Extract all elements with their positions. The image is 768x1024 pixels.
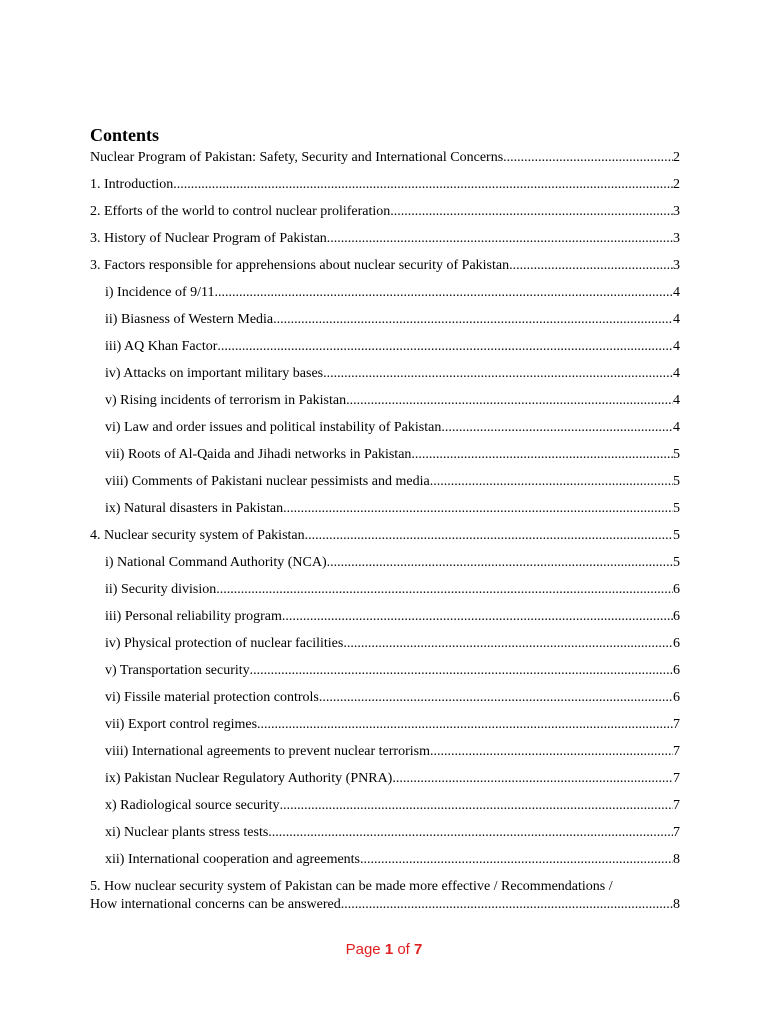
toc-entry[interactable] xyxy=(90,419,680,446)
toc-entry[interactable] xyxy=(90,365,680,392)
toc-entry-page-number: 6 xyxy=(673,690,680,705)
toc-entry[interactable] xyxy=(90,716,680,743)
toc-entry-text: v) Transportation security xyxy=(105,663,250,678)
toc-entry[interactable] xyxy=(90,338,680,365)
toc-entry-text: ix) Natural disasters in Pakistan xyxy=(105,501,284,516)
toc-entry-line xyxy=(90,896,680,914)
toc-entry[interactable] xyxy=(90,581,680,608)
dot-leader xyxy=(343,635,673,653)
toc-entry[interactable] xyxy=(90,230,680,257)
toc-entry[interactable] xyxy=(90,824,680,851)
toc-entry-text: vii) Export control regimes xyxy=(105,717,258,732)
toc-entry-text: ix) Pakistan Nuclear Regulatory Authority (PNRA) xyxy=(105,771,393,786)
dot-leader xyxy=(268,824,673,842)
page-indicator-prefix: Page xyxy=(345,941,381,958)
toc-entry-text: Nuclear Program of Pakistan: Safety, Security and International Concerns xyxy=(90,150,504,165)
toc-entry-line xyxy=(90,797,680,815)
toc-entry-line xyxy=(90,446,680,464)
toc-entry[interactable] xyxy=(90,203,680,230)
dot-leader xyxy=(441,419,673,437)
dot-leader xyxy=(217,338,673,356)
toc-entry-page-number: 5 xyxy=(673,447,680,462)
dot-leader xyxy=(280,797,673,815)
dot-leader xyxy=(257,716,673,734)
toc-entry[interactable] xyxy=(90,446,680,473)
dot-leader xyxy=(323,365,673,383)
dot-leader xyxy=(509,257,673,275)
toc-entry-line xyxy=(90,689,680,707)
toc-entry-text: iii) Personal reliability program xyxy=(105,609,282,624)
dot-leader xyxy=(273,311,673,329)
toc-entry-line xyxy=(90,770,680,788)
toc-entry-page-number: 8 xyxy=(673,852,680,867)
toc-entry[interactable] xyxy=(90,635,680,662)
toc-entry-text: iv) Attacks on important military bases xyxy=(105,366,324,381)
dot-leader xyxy=(215,284,674,302)
dot-leader xyxy=(305,527,673,545)
toc-entry-line xyxy=(90,554,680,572)
toc-entry-page-number: 4 xyxy=(673,312,680,327)
toc-entry-page-number: 4 xyxy=(673,339,680,354)
toc-entry-text: vi) Law and order issues and political instability of Pakistan xyxy=(105,420,442,435)
toc-list xyxy=(90,149,680,922)
dot-leader xyxy=(327,554,673,572)
toc-entry-line xyxy=(90,608,680,626)
toc-entry[interactable] xyxy=(90,149,680,176)
toc-entry[interactable] xyxy=(90,851,680,878)
toc-entry-line xyxy=(90,419,680,437)
toc-entry-page-number: 8 xyxy=(673,897,680,912)
toc-entry[interactable] xyxy=(90,743,680,770)
toc-entry-line xyxy=(90,743,680,761)
toc-entry-text: x) Radiological source security xyxy=(105,798,280,813)
toc-entry-page-number: 7 xyxy=(673,771,680,786)
toc-entry-page-number: 5 xyxy=(673,528,680,543)
dot-leader xyxy=(390,203,673,221)
dot-leader xyxy=(392,770,673,788)
toc-entry-line xyxy=(90,338,680,356)
toc-entry-text: 4. Nuclear security system of Pakistan xyxy=(90,528,305,543)
toc-entry-line xyxy=(90,284,680,302)
toc-entry[interactable] xyxy=(90,770,680,797)
toc-entry-page-number: 4 xyxy=(673,420,680,435)
toc-entry-page-number: 7 xyxy=(673,825,680,840)
toc-entry[interactable] xyxy=(90,527,680,554)
toc-entry-line xyxy=(90,365,680,383)
toc-entry-line xyxy=(90,230,680,248)
dot-leader xyxy=(503,149,673,167)
toc-entry[interactable] xyxy=(90,608,680,635)
dot-leader xyxy=(327,230,673,248)
toc-entry-line xyxy=(90,716,680,734)
toc-entry-page-number: 6 xyxy=(673,582,680,597)
dot-leader xyxy=(360,851,673,869)
dot-leader xyxy=(173,176,673,194)
toc-heading: Contents xyxy=(90,125,160,145)
toc-entry-text: ii) Security division xyxy=(105,582,217,597)
toc-entry-text: 1. Introduction xyxy=(90,177,174,192)
toc-entry[interactable] xyxy=(90,554,680,581)
toc-entry-page-number: 6 xyxy=(673,636,680,651)
toc-entry-line xyxy=(90,500,680,518)
dot-leader xyxy=(430,743,673,761)
toc-entry-line xyxy=(90,392,680,410)
toc-entry[interactable] xyxy=(90,284,680,311)
dot-leader xyxy=(411,446,673,464)
dot-leader xyxy=(282,608,673,626)
page-indicator-total: 7 xyxy=(414,941,423,958)
dot-leader xyxy=(283,500,673,518)
toc-entry-page-number: 7 xyxy=(673,798,680,813)
toc-entry-page-number: 4 xyxy=(673,366,680,381)
toc-entry-text: 2. Efforts of the world to control nuclear proliferation xyxy=(90,204,391,219)
toc-entry[interactable] xyxy=(90,878,680,922)
toc-entry-text: 5. How nuclear security system of Pakistan can be made more effective / Recommendations / xyxy=(90,879,613,894)
toc-entry-line xyxy=(90,581,680,599)
toc-entry-line xyxy=(90,203,680,221)
dot-leader xyxy=(250,662,673,680)
toc-entry-line xyxy=(90,149,680,167)
toc-entry-line xyxy=(90,851,680,869)
toc-entry-page-number: 5 xyxy=(673,501,680,516)
toc-entry-text: viii) International agreements to prevent nuclear terrorism xyxy=(105,744,430,759)
toc-entry-text: 3. History of Nuclear Program of Pakistan xyxy=(90,231,327,246)
toc-entry[interactable] xyxy=(90,392,680,419)
toc-entry-text: i) National Command Authority (NCA) xyxy=(105,555,327,570)
toc-entry-page-number: 7 xyxy=(673,744,680,759)
toc-entry-line xyxy=(90,635,680,653)
toc-entry[interactable] xyxy=(90,176,680,203)
toc-entry-text: iv) Physical protection of nuclear facilities xyxy=(105,636,344,651)
toc-entry[interactable] xyxy=(90,311,680,338)
toc-entry-page-number: 5 xyxy=(673,474,680,489)
toc-entry-page-number: 3 xyxy=(673,231,680,246)
page-indicator-current: 1 xyxy=(384,941,394,958)
toc-entry-text-continued: How international concerns can be answered xyxy=(90,897,341,912)
toc-entry-page-number: 2 xyxy=(673,177,680,192)
toc-entry-text: xii) International cooperation and agreements xyxy=(105,852,361,867)
dot-leader xyxy=(341,896,673,914)
toc-entry-page-number: 4 xyxy=(673,285,680,300)
toc-entry-text: v) Rising incidents of terrorism in Pakistan xyxy=(105,393,347,408)
toc-entry-text: vii) Roots of Al-Qaida and Jihadi networks in Pakistan xyxy=(105,447,412,462)
toc-entry-text: viii) Comments of Pakistani nuclear pessimists and media xyxy=(105,474,430,489)
toc-entry-line xyxy=(90,662,680,680)
dot-leader xyxy=(216,581,673,599)
toc-entry-line xyxy=(90,824,680,842)
toc-entry-line xyxy=(90,527,680,545)
toc-entry[interactable] xyxy=(90,473,680,500)
toc-entry-page-number: 6 xyxy=(673,609,680,624)
toc-entry[interactable] xyxy=(90,662,680,689)
toc-entry-text: 3. Factors responsible for apprehensions about nuclear security of Pakistan xyxy=(90,258,510,273)
dot-leader xyxy=(319,689,673,707)
toc-entry-line xyxy=(90,311,680,329)
toc-entry[interactable] xyxy=(90,689,680,716)
toc-entry-page-number: 3 xyxy=(673,204,680,219)
toc-entry-page-number: 6 xyxy=(673,663,680,678)
dot-leader xyxy=(430,473,673,491)
toc-entry-page-number: 5 xyxy=(673,555,680,570)
toc-entry-text: i) Incidence of 9/11 xyxy=(105,285,215,300)
toc-entry-line xyxy=(90,473,680,491)
toc-entry[interactable] xyxy=(90,257,680,284)
toc-entry-page-number: 3 xyxy=(673,258,680,273)
toc-entry[interactable] xyxy=(90,797,680,824)
page-indicator xyxy=(0,940,768,960)
toc-entry-line xyxy=(90,176,680,194)
toc-entry-text: xi) Nuclear plants stress tests xyxy=(105,825,269,840)
toc-entry[interactable] xyxy=(90,500,680,527)
dot-leader xyxy=(346,392,673,410)
toc-entry-text: ii) Biasness of Western Media xyxy=(105,312,274,327)
toc-entry-page-number: 4 xyxy=(673,393,680,408)
toc-entry-text: vi) Fissile material protection controls xyxy=(105,690,319,705)
toc-entry-line xyxy=(90,257,680,275)
page-indicator-separator: of xyxy=(397,941,410,958)
toc-entry-text: iii) AQ Khan Factor xyxy=(105,339,218,354)
toc-entry-page-number: 2 xyxy=(673,150,680,165)
toc-entry-page-number: 7 xyxy=(673,717,680,732)
